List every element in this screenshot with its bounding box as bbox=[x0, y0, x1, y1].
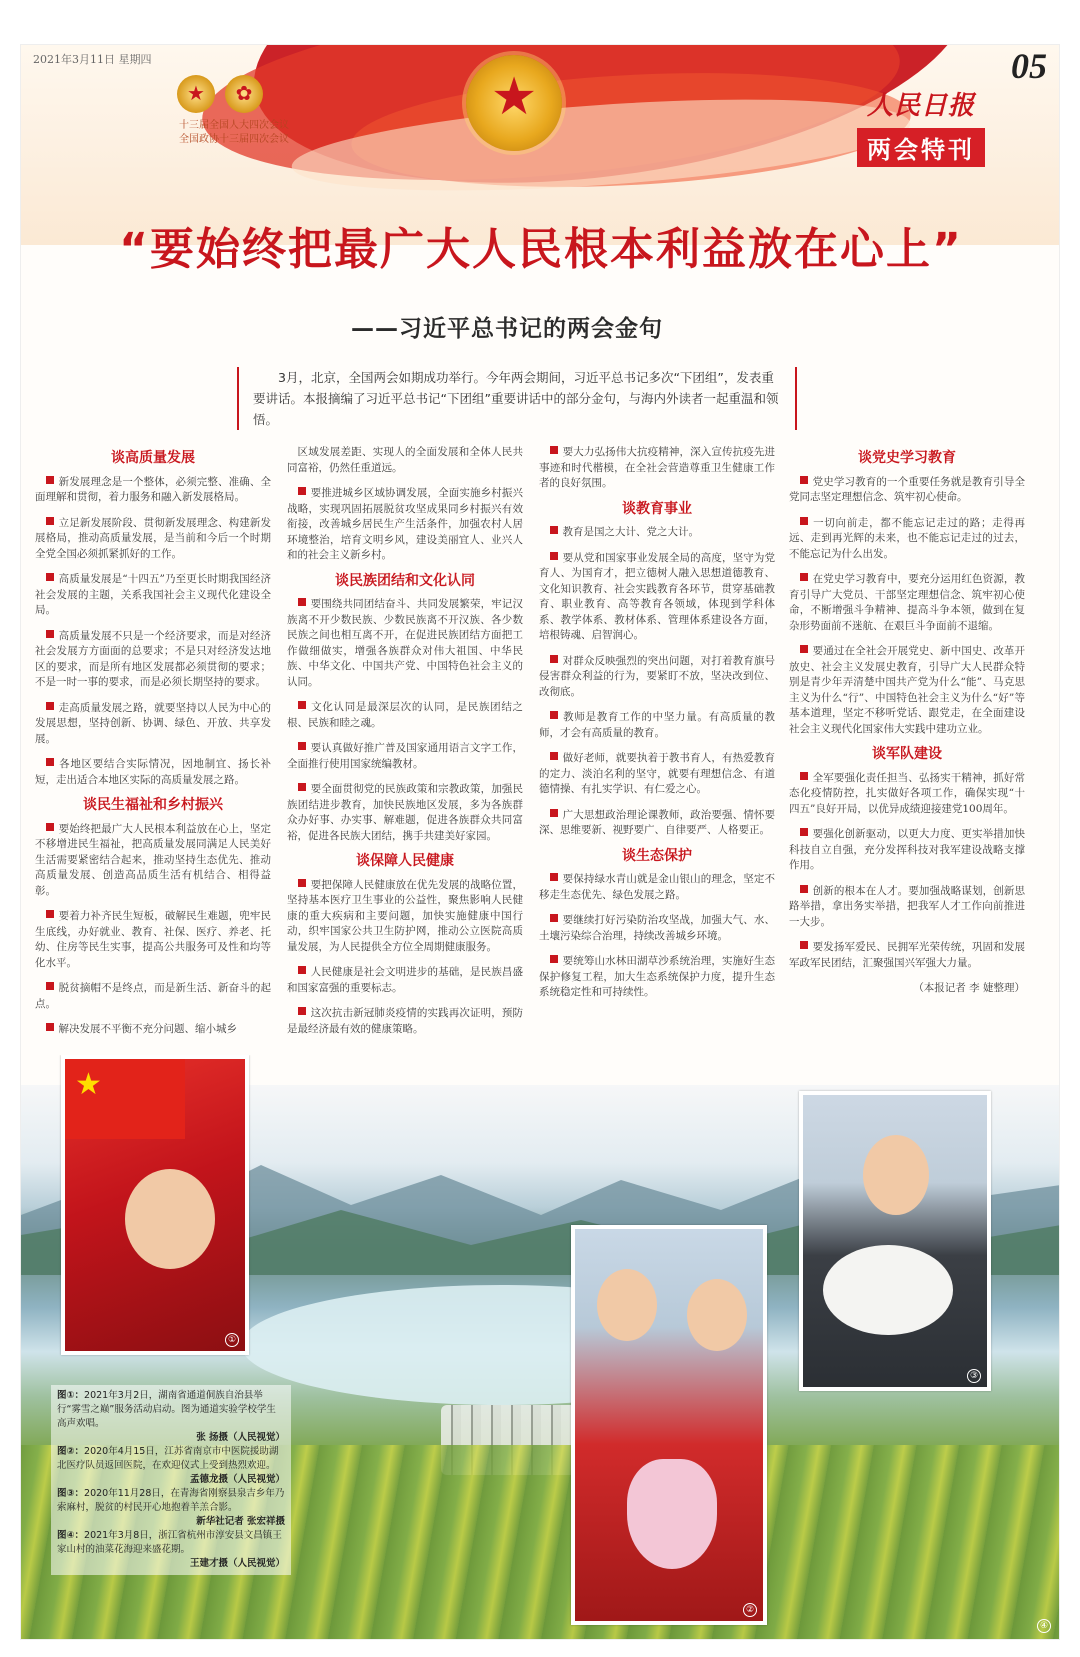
masthead bbox=[841, 85, 1001, 167]
bullet-square-icon bbox=[298, 1007, 306, 1015]
photo-number: ① bbox=[225, 1333, 239, 1347]
quote-paragraph: 创新的根本在人才。要加强战略谋划，创新思路举措，拿出务实举措，把我军人才工作向前推进一大步。 bbox=[789, 884, 1025, 928]
session-titles bbox=[139, 119, 329, 147]
quote-paragraph: 立足新发展阶段、贯彻新发展理念、构建新发展格局，推动高质量发展，是当前和今后一个时期全党全国必须抓紧抓好的工作。 bbox=[35, 516, 271, 560]
bullet-square-icon bbox=[46, 573, 54, 581]
quote-paragraph: 要统筹山水林田湖草沙系统治理，实施好生态保护修复工程，加大生态系统保护力度，提升生态系统稳定性和可持续性。 bbox=[539, 955, 775, 998]
quote-paragraph: 这次抗击新冠肺炎疫情的实践再次证明，预防是最经济最有效的健康策略。 bbox=[287, 1007, 523, 1035]
bullet-square-icon bbox=[46, 630, 54, 638]
caption-credit: 新华社记者 张宏祥摄 bbox=[196, 1516, 285, 1527]
bullet-square-icon bbox=[550, 752, 558, 760]
bullet-square-icon bbox=[800, 941, 808, 949]
article-column bbox=[789, 445, 1025, 997]
quote-paragraph: 要大力弘扬伟大抗疫精神，深入宣传抗疫先进事迹和时代楷模，在全社会营造尊重卫生健康工作者的良好氛围。 bbox=[539, 446, 775, 489]
bullet-square-icon bbox=[298, 966, 306, 974]
bullet-square-icon bbox=[550, 552, 558, 560]
bullet-square-icon bbox=[800, 885, 808, 893]
cppcc-emblem-icon: ✿ bbox=[225, 75, 263, 113]
section-title: 谈军队建设 bbox=[872, 746, 942, 762]
bullet-square-icon bbox=[298, 879, 306, 887]
face-shape bbox=[597, 1269, 657, 1341]
bullet-square-icon bbox=[298, 783, 306, 791]
caption-credit: 孟德龙摄（人民视觉） bbox=[189, 1474, 285, 1485]
bullet-square-icon bbox=[800, 645, 808, 653]
bullet-square-icon bbox=[298, 487, 306, 495]
face-shape bbox=[125, 1169, 215, 1269]
quote-paragraph: 广大思想政治理论课教师，政治要强、情怀要深、思维要新、视野要广、自律要严、人格要正。 bbox=[539, 808, 775, 836]
quote-paragraph: 要继续打好污染防治攻坚战，加强大气、水、土壤污染综合治理，持续改善城乡环境。 bbox=[539, 914, 775, 942]
quote-paragraph: 各地区要结合实际情况，因地制宜、扬长补短，走出适合本地区实际的高质量发展之路。 bbox=[35, 758, 271, 786]
quote-paragraph: 对群众反映强烈的突出问题，对打着教育旗号侵害群众利益的行为，要紧盯不放，坚决改到位、改彻底。 bbox=[539, 654, 775, 698]
section-title: 谈生态保护 bbox=[622, 847, 692, 864]
bullet-square-icon bbox=[800, 476, 808, 484]
quote-paragraph: 要始终把最广大人民根本利益放在心上，坚定不移增进民生福祉，把高质量发展同满足人民美好生活需要紧密结合起来，推动坚持生态优先、推动高质量发展、创造高品质生活有机结合、相得益彰。 bbox=[35, 822, 271, 897]
caption-credit: 王建才摄（人民视觉） bbox=[189, 1558, 285, 1569]
article-column bbox=[35, 445, 271, 1048]
session-line: 十三届全国人大四次会议 bbox=[179, 120, 289, 131]
masthead-name: 人民日报 bbox=[866, 91, 975, 121]
quote-paragraph: 要着力补齐民生短板，破解民生难题，兜牢民生底线，办好就业、教育、社保、医疗、养老、托幼、住房等民生实事，提高公共服务可及性和均等化水平。 bbox=[35, 910, 271, 969]
quote-paragraph: 教师是教育工作的中坚力量。有高质量的教师，才会有高质量的教育。 bbox=[539, 711, 775, 739]
caption-item: 图②：2020年4月15日，江苏省南京市中医院援助湖北医疗队员返回医院，在欢迎仪式上受到热烈欢迎。 bbox=[57, 1446, 279, 1471]
bullet-square-icon bbox=[550, 655, 558, 663]
section-title: 谈高质量发展 bbox=[111, 450, 195, 466]
headline: “要始终把最广大人民根本利益放在心上” bbox=[119, 224, 963, 275]
face-shape bbox=[687, 1279, 747, 1351]
npc-emblem-icon: ★ bbox=[177, 75, 215, 113]
quote-paragraph: 高质量发展是“十四五”乃至更长时期我国经济社会发展的主题，关系我国社会主义现代化建设全局。 bbox=[35, 573, 271, 616]
quote-paragraph: 要保持绿水青山就是金山银山的理念，坚定不移走生态优先、绿色发展之路。 bbox=[539, 873, 775, 901]
bullet-square-icon bbox=[46, 823, 54, 831]
section-title: 谈党史学习教育 bbox=[858, 450, 956, 466]
quote-paragraph: 要从党和国家事业发展全局的高度，坚守为党育人、为国育才，把立德树人融入思想道德教育、文化知识教育、社会实践教育各环节，贯穿基础教育、职业教育、高等教育各领域，体现到学科体系、教学体系、教材体系、管理体系建设各方面，培根铸魂、启智润心。 bbox=[539, 551, 775, 641]
quote-paragraph: 一切向前走，都不能忘记走过的路；走得再远、走到再光辉的未来，也不能忘记走过的过去，不能忘记为什么出发。 bbox=[789, 516, 1025, 560]
caption-item: 图①：2021年3月2日，湖南省通道侗族自治县举行“雾雪之巅”服务活动启动。图为通道实验学校学生高声欢唱。 bbox=[57, 1390, 276, 1429]
quote-paragraph: 脱贫摘帽不是终点，而是新生活、新奋斗的起点。 bbox=[35, 982, 271, 1010]
photo-number: ③ bbox=[967, 1369, 981, 1383]
issue-date: 2021年3月11日 星期四 bbox=[33, 53, 152, 66]
bullet-square-icon bbox=[800, 573, 808, 581]
quote-paragraph: 要通过在全社会开展党史、新中国史、改革开放史、社会主义发展史教育，引导广大人民群众特别是青少年弄清楚中国共产党为什么“能”、马克思主义为什么“行”、中国特色社会主义为什么“好”等基本道理，坚定不移听党话、跟党走，在全面建设社会主义现代化国家伟大实践中建功立业。 bbox=[789, 645, 1025, 735]
lead-paragraph: 3月，北京，全国两会如期成功举行。今年两会期间，习近平总书记多次“下团组”，发表重要讲话。本报摘编了习近平总书记“下团组”重要讲话中的部分金句，与海内外读者一起重温和领悟。 bbox=[237, 367, 797, 430]
photo-girl-with-flag bbox=[61, 1055, 249, 1355]
section-title: 谈教育事业 bbox=[622, 500, 692, 517]
quote-paragraph: 新发展理念是一个整体，必须完整、准确、全面理解和贯彻，着力服务和融入新发展格局。 bbox=[35, 475, 271, 503]
bullet-square-icon bbox=[550, 526, 558, 534]
flag-icon: ★ bbox=[65, 1059, 185, 1139]
newspaper-page bbox=[20, 44, 1060, 1640]
quote-paragraph: 走高质量发展之路，就要坚持以人民为中心的发展思想，坚持创新、协调、绿色、开放、共享发展。 bbox=[35, 701, 271, 745]
quote-paragraph: 教育是国之大计、党之大计。 bbox=[539, 525, 775, 541]
quote-paragraph: 要把保障人民健康放在优先发展的战略位置，坚持基本医疗卫生事业的公益性，聚焦影响人民健康的重大疾病和主要问题，加快实施健康中国行动，织牢国家公共卫生防护网，推动公立医院高质量发展，为人民提供全方位全周期健康服务。 bbox=[287, 878, 523, 953]
quote-paragraph: 要推进城乡区域协调发展，全面实施乡村振兴战略，实现巩固拓展脱贫攻坚成果同乡村振兴有效衔接，改善城乡居民生产生活条件，加强农村人居环境整治，培育文明乡风，建设美丽宜人、业兴人和的社会主义新乡村。 bbox=[287, 487, 523, 561]
quote-paragraph: 文化认同是最深层次的认同，是民族团结之根、民族和睦之魂。 bbox=[287, 701, 523, 729]
bullet-square-icon bbox=[298, 701, 306, 709]
congress-badges bbox=[171, 75, 281, 115]
bullet-square-icon bbox=[46, 476, 54, 484]
section-title: 谈保障人民健康 bbox=[356, 853, 454, 869]
quote-paragraph: 要全面贯彻党的民族政策和宗教政策，加强民族团结进步教育，加快民族地区发展，多为各族群众办好事、办实事、解难题，促进各族群众共同富裕，促进各民族大团结，携手共建美好家园。 bbox=[287, 783, 523, 842]
section-title: 谈民族团结和文化认同 bbox=[335, 572, 475, 589]
section-title: 谈民生福祉和乡村振兴 bbox=[83, 797, 223, 813]
photo-captions bbox=[51, 1385, 291, 1575]
quote-paragraph: 在党史学习教育中，要充分运用红色资源，教育引导广大党员、干部坚定理想信念、筑牢初心使命，不断增强斗争精神、提高斗争本领，做到在复杂形势面前不迷航、在艰巨斗争面前不退缩。 bbox=[789, 573, 1025, 632]
quote-paragraph: 党史学习教育的一个重要任务就是教育引导全党同志坚定理想信念、筑牢初心使命。 bbox=[789, 475, 1025, 503]
quote-paragraph: 解决发展不平衡不充分问题、缩小城乡 bbox=[35, 1022, 271, 1038]
quote-paragraph: 要围绕共同团结奋斗、共同发展繁荣，牢记汉族离不开少数民族、少数民族离不开汉族、各少数民族之间也相互离不开，在促进民族团结方面把工作做细做实，增强各族群众对伟大祖国、中华民族、中华文化、中国共产党、中国特色社会主义的认同。 bbox=[287, 598, 523, 688]
photo-medical-team bbox=[571, 1225, 767, 1625]
photo-herdsman-with-lamb bbox=[799, 1091, 991, 1391]
bullet-square-icon bbox=[550, 446, 558, 454]
quote-paragraph: 人民健康是社会文明进步的基础，是民族昌盛和国家富强的重要标志。 bbox=[287, 966, 523, 994]
photo-number: ④ bbox=[1037, 1619, 1051, 1633]
national-emblem-icon: ★ bbox=[466, 55, 562, 151]
quote-paragraph: 要发扬军爱民、民拥军光荣传统，巩固和发展军政军民团结，汇聚强国兴军强大力量。 bbox=[789, 941, 1025, 969]
quote-paragraph: 区域发展差距、实现人的全面发展和全体人民共同富裕，仍然任重道远。 bbox=[287, 446, 523, 474]
quote-paragraph: 高质量发展不只是一个经济要求，而是对经济社会发展方方面面的总要求；不是只对经济发达地区的要求，而是所有地区发展都必须贯彻的要求；不是一时一事的要求，而是必须长期坚持的要求。 bbox=[35, 629, 271, 688]
special-edition-label: 两会特刊 bbox=[857, 128, 985, 167]
bullet-square-icon bbox=[46, 910, 54, 918]
caption-item: 图③：2020年11月28日，在青海省刚察县泉吉乡年乃索麻村，脱贫的村民开心地抱着羊羔合影。 bbox=[57, 1488, 285, 1513]
bouquet-shape bbox=[627, 1459, 717, 1569]
lamb-shape bbox=[823, 1245, 953, 1335]
session-line: 全国政协十三届四次会议 bbox=[179, 134, 289, 145]
bullet-square-icon bbox=[550, 873, 558, 881]
bullet-square-icon bbox=[298, 598, 306, 606]
bullet-square-icon bbox=[298, 742, 306, 750]
quote-paragraph: 要强化创新驱动，以更大力度、更实举措加快科技自立自强，充分发挥科技对我军建设战略支撑作用。 bbox=[789, 828, 1025, 871]
quote-paragraph: 做好老师，就要执着于教书育人，有热爱教育的定力、淡泊名利的坚守，就要有理想信念、有道德情操、有扎实学识、有仁爱之心。 bbox=[539, 752, 775, 795]
bullet-square-icon bbox=[550, 809, 558, 817]
article-column bbox=[287, 445, 523, 1047]
article-column bbox=[539, 445, 775, 1011]
bullet-square-icon bbox=[550, 914, 558, 922]
bullet-square-icon bbox=[46, 1023, 54, 1031]
bullet-square-icon bbox=[46, 982, 54, 990]
face-shape bbox=[863, 1135, 929, 1215]
quote-paragraph: 全军要强化责任担当、弘扬实干精神，抓好常态化疫情防控，扎实做好各项工作，确保实现“十四五”良好开局，以优异成绩迎接建党100周年。 bbox=[789, 771, 1025, 815]
bullet-square-icon bbox=[46, 758, 54, 766]
quote-paragraph: 要认真做好推广普及国家通用语言文字工作，全面推行使用国家统编教材。 bbox=[287, 742, 523, 770]
photo-number: ② bbox=[743, 1603, 757, 1617]
page-number: 05 bbox=[1011, 46, 1047, 86]
bullet-square-icon bbox=[550, 711, 558, 719]
bullet-square-icon bbox=[46, 517, 54, 525]
bullet-square-icon bbox=[800, 772, 808, 780]
caption-credit: 张 扬摄（人民视觉） bbox=[196, 1432, 285, 1443]
bullet-square-icon bbox=[800, 517, 808, 525]
caption-item: 图④：2021年3月8日，浙江省杭州市淳安县文昌镇王家山村的油菜花海迎来盛花期。 bbox=[57, 1530, 282, 1555]
photo-collage bbox=[21, 1055, 1060, 1640]
bullet-square-icon bbox=[46, 702, 54, 710]
bullet-square-icon bbox=[550, 955, 558, 963]
reporter-signature: （本报记者 李 婕整理） bbox=[913, 982, 1025, 994]
bullet-square-icon bbox=[800, 828, 808, 836]
subtitle: ——习近平总书记的两会金句 bbox=[351, 316, 663, 342]
